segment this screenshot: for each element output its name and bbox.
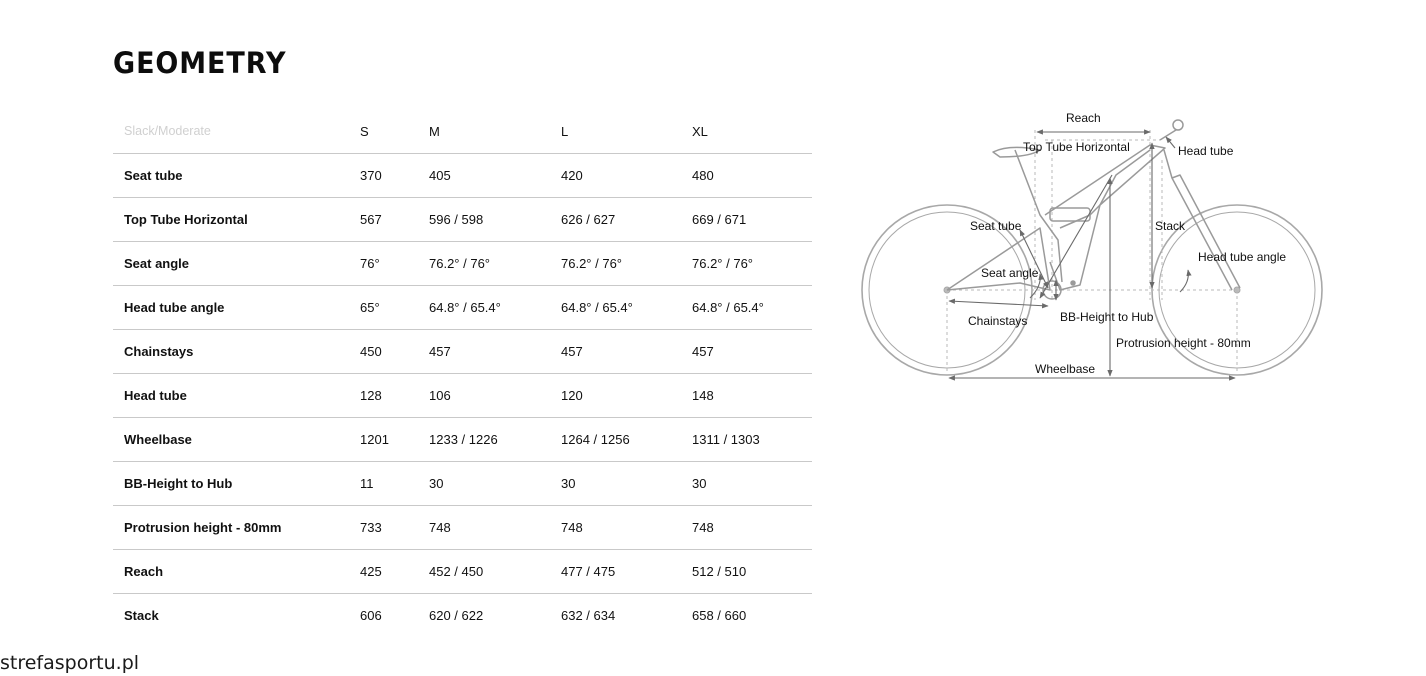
cell-value: 567: [349, 198, 418, 242]
cell-value: 1201: [349, 418, 418, 462]
cell-value: 606: [360, 608, 382, 623]
row-label: Head tube: [113, 374, 349, 418]
table-row: [113, 242, 812, 286]
cell-value: 632 / 634: [561, 608, 616, 623]
variant-label: Slack/Moderate: [113, 109, 349, 154]
cell-value: 106: [418, 374, 550, 418]
table-row: [113, 462, 812, 506]
seat-angle-label: Seat angle: [981, 266, 1039, 280]
table-row: [113, 506, 812, 550]
table-row: [113, 330, 812, 374]
table-header-row: [113, 109, 812, 154]
table-row: [113, 374, 812, 418]
row-label: Head tube angle: [113, 286, 349, 330]
cell-value: 64.8° / 65.4°: [550, 286, 681, 330]
cell-value: 748: [550, 506, 681, 550]
cell-value: 1264 / 1256: [550, 418, 681, 462]
cell-value: 1233 / 1226: [418, 418, 550, 462]
cell-value: 477 / 475: [550, 550, 681, 594]
size-header-s: S: [349, 109, 418, 154]
table-row: [113, 198, 812, 242]
row-label: BB-Height to Hub: [113, 462, 349, 506]
cell-value: 30: [418, 462, 550, 506]
row-label: Seat tube: [113, 154, 349, 198]
cell-value: 30: [550, 462, 681, 506]
row-label: Chainstays: [113, 330, 349, 374]
cell-value: 450: [349, 330, 418, 374]
wheelbase-label: Wheelbase: [1035, 362, 1096, 376]
row-label: Seat angle: [113, 242, 349, 286]
head-tube-angle-label: Head tube angle: [1198, 250, 1287, 264]
stack-label: Stack: [1155, 219, 1186, 233]
cell-value: 148: [681, 374, 812, 418]
chainstays-label: Chainstays: [968, 314, 1028, 328]
size-header-l: L: [550, 109, 681, 154]
cell-value: 658 / 660: [692, 608, 747, 623]
row-label: Top Tube Horizontal: [113, 198, 349, 242]
cell-value: 1311 / 1303: [681, 418, 812, 462]
cell-value: 452 / 450: [418, 550, 550, 594]
cell-value: 480: [681, 154, 812, 198]
table-row: [113, 154, 812, 198]
cell-value: 620 / 622: [429, 608, 484, 623]
table-row: [113, 594, 812, 638]
cell-value: 457: [418, 330, 550, 374]
size-header-xl: XL: [681, 109, 812, 154]
row-label: Wheelbase: [113, 418, 349, 462]
cell-value: 420: [550, 154, 681, 198]
page-title: GEOMETRY: [113, 46, 287, 80]
row-label: Stack: [124, 608, 159, 623]
cell-value: 76°: [349, 242, 418, 286]
bb-height-to-hub-label: BB-Height to Hub: [1060, 310, 1154, 324]
cell-value: 120: [550, 374, 681, 418]
table-row: [113, 418, 812, 462]
row-label: Reach: [113, 550, 349, 594]
cell-value: 512 / 510: [681, 550, 812, 594]
cell-value: 457: [681, 330, 812, 374]
cell-value: 457: [550, 330, 681, 374]
cell-value: 76.2° / 76°: [418, 242, 550, 286]
protrusion-height-label: Protrusion height - 80mm: [1116, 336, 1251, 350]
watermark: strefasportu.pl: [0, 652, 140, 674]
cell-value: 30: [681, 462, 812, 506]
top-tube-horizontal-label: Top Tube Horizontal: [1023, 140, 1130, 154]
geometry-table: [113, 109, 812, 637]
cell-value: 64.8° / 65.4°: [418, 286, 550, 330]
reach-label: Reach: [1066, 111, 1101, 125]
cell-value: 748: [418, 506, 550, 550]
cell-value: 669 / 671: [681, 198, 812, 242]
cell-value: 11: [349, 462, 418, 506]
bike-geometry-diagram: [855, 105, 1330, 390]
size-header-m: M: [418, 109, 550, 154]
table-row: [113, 550, 812, 594]
cell-value: 76.2° / 76°: [681, 242, 812, 286]
cell-value: 626 / 627: [550, 198, 681, 242]
cell-value: 65°: [349, 286, 418, 330]
cell-value: 76.2° / 76°: [550, 242, 681, 286]
cell-value: 405: [418, 154, 550, 198]
table-row: [113, 286, 812, 330]
seat-tube-label: Seat tube: [970, 219, 1022, 233]
cell-value: 425: [349, 550, 418, 594]
cell-value: 370: [349, 154, 418, 198]
row-label: Protrusion height - 80mm: [113, 506, 349, 550]
cell-value: 748: [681, 506, 812, 550]
head-tube-label: Head tube: [1178, 144, 1234, 158]
cell-value: 128: [349, 374, 418, 418]
cell-value: 64.8° / 65.4°: [681, 286, 812, 330]
cell-value: 733: [349, 506, 418, 550]
cell-value: 596 / 598: [418, 198, 550, 242]
